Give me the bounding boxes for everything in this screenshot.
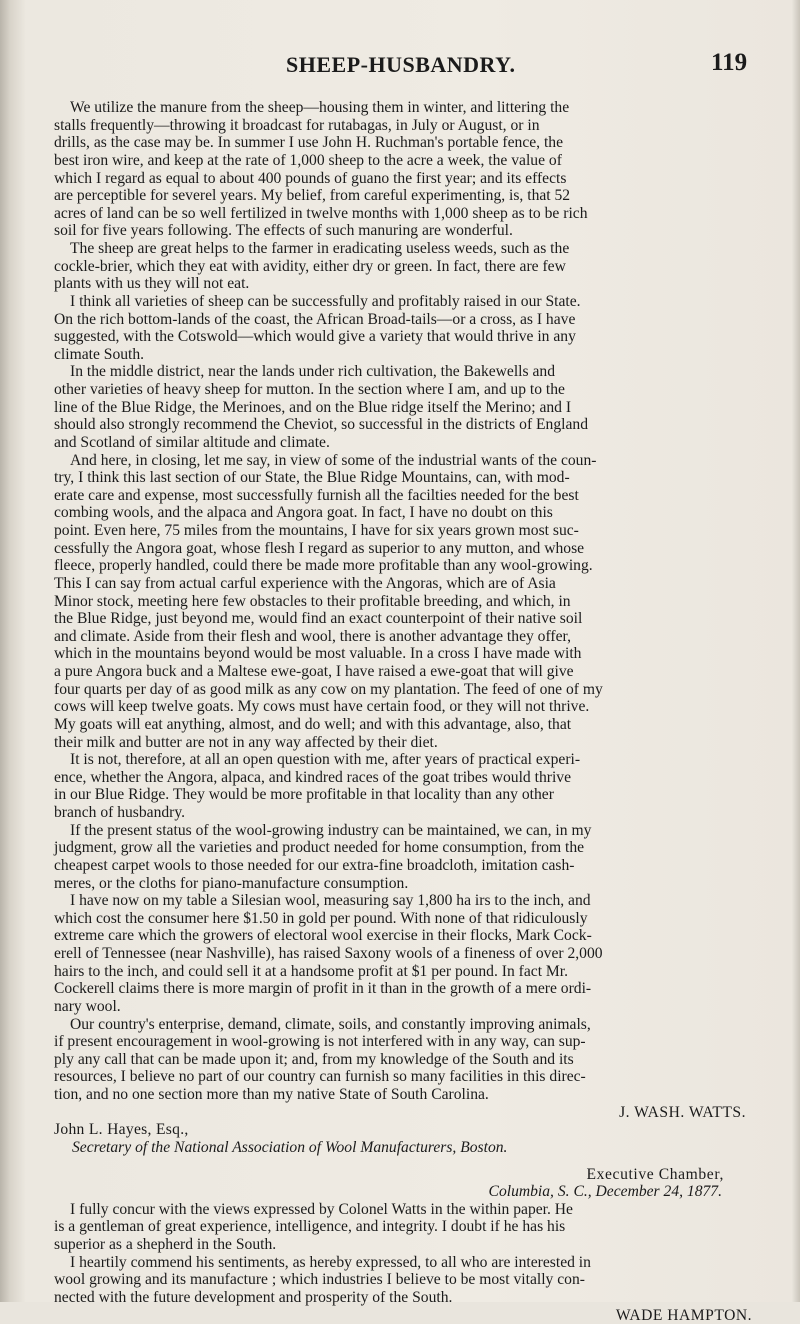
text-line: their milk and butter are not in any way affected by their diet. — [54, 734, 770, 752]
text-line: suggested, with the Cotswold—which would give a variety that would thrive in any — [54, 328, 770, 346]
text-line: point. Even here, 75 miles from the mountains, I have for six years grown most suc- — [54, 522, 770, 540]
text-line: In the middle district, near the lands under rich cultivation, the Bakewells and — [54, 363, 770, 381]
text-line: soil for five years following. The effects of such manuring are wonderful. — [54, 222, 770, 240]
text-line: in our Blue Ridge. They would be more profitable in that locality than any other — [54, 786, 770, 804]
book-binding-edge — [0, 0, 18, 1302]
letterhead-executive-chamber: Executive Chamber, — [54, 1166, 770, 1184]
text-line: if present encouragement in wool-growing is not interfered with in any way, can sup- — [54, 1033, 770, 1051]
text-line: which I regard as equal to about 400 pounds of guano the first year; and its effects — [54, 170, 770, 188]
body-text — [54, 99, 770, 1324]
text-line: a pure Angora buck and a Maltese ewe-goat, I have raised a ewe-goat that will give — [54, 663, 770, 681]
text-line: the Blue Ridge, just beyond me, would find an exact counterpoint of their native soil — [54, 610, 770, 628]
text-line: And here, in closing, let me say, in view of some of the industrial wants of the coun- — [54, 452, 770, 470]
signature-hampton: WADE HAMPTON. — [54, 1307, 770, 1324]
text-line: plants with us they will not eat. — [54, 275, 770, 293]
text-line: branch of husbandry. — [54, 804, 770, 822]
text-line: This I can say from actual carful experience with the Angoras, which are of Asia — [54, 575, 770, 593]
text-line: tion, and no one section more than my native State of South Carolina. — [54, 1086, 770, 1104]
text-line: It is not, therefore, at all an open question with me, after years of practical experi- — [54, 751, 770, 769]
text-line: fleece, properly handled, could there be made more profitable than any wool-growing. — [54, 557, 770, 575]
text-line: Cockerell claims there is more margin of profit in it than in the growth of a mere ordi- — [54, 980, 770, 998]
text-line: extreme care which the growers of electoral wool exercise in their flocks, Mark Cock- — [54, 927, 770, 945]
text-line: four quarts per day of as good milk as any cow on my plantation. The feed of one of my — [54, 681, 770, 699]
text-line: I heartily commend his sentiments, as hereby expressed, to all who are interested in — [54, 1254, 770, 1272]
text-line: best iron wire, and keep at the rate of 1,000 sheep to the acre a week, the value of — [54, 152, 770, 170]
text-line: and Scotland of similar altitude and climate. — [54, 434, 770, 452]
text-line: superior as a shepherd in the South. — [54, 1236, 770, 1254]
text-line: are perceptible for severel years. My belief, from careful experimenting, is, that 52 — [54, 187, 770, 205]
text-line: We utilize the manure from the sheep—housing them in winter, and littering the — [54, 99, 770, 117]
text-line: nected with the future development and prosperity of the South. — [54, 1289, 770, 1307]
text-line: judgment, grow all the varieties and product needed for home consumption, from the — [54, 839, 770, 857]
text-line: cessfully the Angora goat, whose flesh I regard as superior to any mutton, and whose — [54, 540, 770, 558]
letter-place-date: Columbia, S. C., December 24, 1877. — [54, 1183, 770, 1201]
text-line: On the rich bottom-lands of the coast, the African Broad-tails—or a cross, as I have — [54, 311, 770, 329]
text-line: If the present status of the wool-growing industry can be maintained, we can, in my — [54, 822, 770, 840]
text-line: The sheep are great helps to the farmer in eradicating useless weeds, such as the — [54, 240, 770, 258]
text-line: erate care and expense, most successfully furnish all the facilties needed for the best — [54, 487, 770, 505]
text-line: combing wools, and the alpaca and Angora goat. In fact, I have no doubt on this — [54, 504, 770, 522]
text-line: cheapest carpet wools to those needed for our extra-fine broadcloth, imitation cash- — [54, 857, 770, 875]
addressee-title: Secretary of the National Association of Wool Manufacturers, Boston. — [54, 1139, 770, 1157]
text-line: try, I think this last section of our State, the Blue Ridge Mountains, can, with mod- — [54, 469, 770, 487]
text-line: drills, as the case may be. In summer I use John H. Ruchman's portable fence, the — [54, 134, 770, 152]
text-line: climate South. — [54, 346, 770, 364]
text-line: Minor stock, meeting here few obstacles to their profitable breeding, and which, in — [54, 593, 770, 611]
text-line: acres of land can be so well fertilized in twelve months with 1,000 sheep as to be rich — [54, 205, 770, 223]
text-line: I think all varieties of sheep can be successfully and profitably raised in our State. — [54, 293, 770, 311]
text-line: should also strongly recommend the Cheviot, so successful in the districts of England — [54, 416, 770, 434]
text-line: cows will keep twelve goats. My cows must have certain food, or they will not thrive. — [54, 698, 770, 716]
addressee-name: John L. Hayes, Esq., — [54, 1121, 770, 1139]
page-right-edge — [792, 0, 800, 1302]
text-line: ence, whether the Angora, alpaca, and kindred races of the goat tribes would thrive — [54, 769, 770, 787]
text-line: is a gentleman of great experience, intelligence, and integrity. I doubt if he has his — [54, 1218, 770, 1236]
text-line: which cost the consumer here $1.50 in gold per pound. With none of that ridiculously — [54, 910, 770, 928]
text-line: cockle-brier, which they eat with avidity, either dry or green. In fact, there are few — [54, 258, 770, 276]
text-line: erell of Tennessee (near Nashville), has raised Saxony wools of a fineness of over 2,000 — [54, 945, 770, 963]
text-line: line of the Blue Ridge, the Merinoes, and on the Blue ridge itself the Merino; and I — [54, 399, 770, 417]
text-line: resources, I believe no part of our country can furnish so many facilities in this direc- — [54, 1068, 770, 1086]
text-line: My goats will eat anything, almost, and do well; and with this advantage, also, that — [54, 716, 770, 734]
text-line: stalls frequently—throwing it broadcast for rutabagas, in July or August, or in — [54, 117, 770, 135]
text-line: which in the mountains beyond would be most valuable. In a cross I have made with — [54, 645, 770, 663]
text-line: I fully concur with the views expressed by Colonel Watts in the within paper. He — [54, 1201, 770, 1219]
text-line: ply any call that can be made upon it; and, from my knowledge of the South and its — [54, 1051, 770, 1069]
page-header — [0, 44, 800, 84]
text-line: wool growing and its manufacture ; which industries I believe to be most vitally con- — [54, 1271, 770, 1289]
page-number: 119 — [711, 49, 747, 77]
signature-watts: J. WASH. WATTS. — [54, 1104, 770, 1122]
text-line: meres, or the cloths for piano-manufacture consumption. — [54, 875, 770, 893]
text-line: Our country's enterprise, demand, climate, soils, and constantly improving animals, — [54, 1016, 770, 1034]
text-line: other varieties of heavy sheep for mutton. In the section where I am, and up to the — [54, 381, 770, 399]
text-line: and climate. Aside from their flesh and wool, there is another advantage they offer, — [54, 628, 770, 646]
running-title: SHEEP-HUSBANDRY. — [286, 52, 516, 78]
text-line: hairs to the inch, and could sell it at a handsome profit at $1 per pound. In fact Mr. — [54, 963, 770, 981]
text-line: I have now on my table a Silesian wool, measuring say 1,800 ha irs to the inch, and — [54, 892, 770, 910]
text-line: nary wool. — [54, 998, 770, 1016]
